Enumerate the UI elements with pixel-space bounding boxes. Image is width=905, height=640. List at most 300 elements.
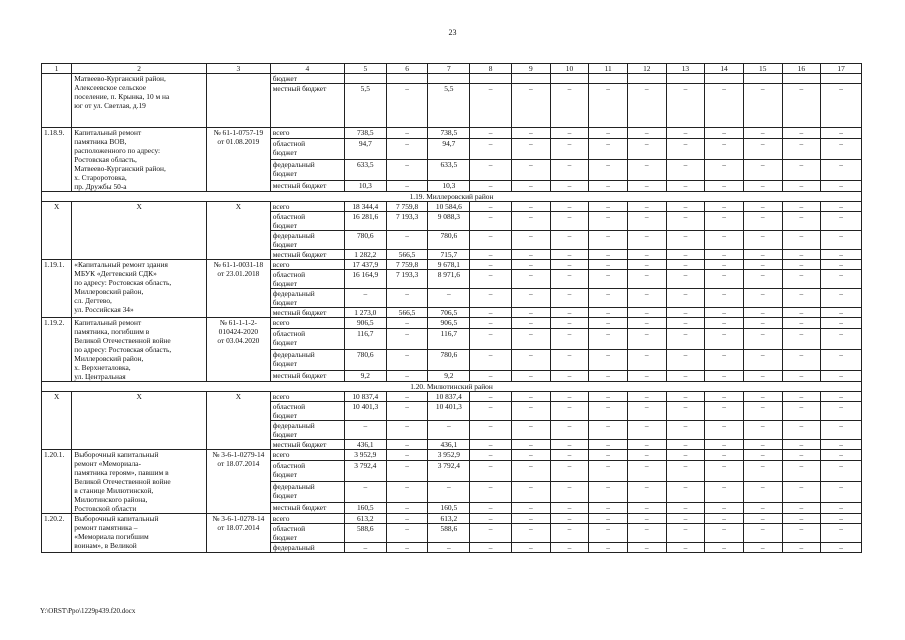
empty-dash: –	[589, 84, 628, 128]
amount-v5: 10,3	[344, 180, 386, 191]
empty-dash: –	[550, 318, 589, 329]
amount-v7: 9 678,1	[428, 260, 470, 270]
empty-dash: –	[743, 502, 782, 513]
empty-dash: –	[705, 139, 744, 160]
empty-dash: –	[512, 139, 551, 160]
budget-type-line: федеральный	[272, 481, 315, 491]
empty-cell	[550, 74, 589, 84]
document-line: № 3-6-1-0278-14	[212, 514, 265, 523]
amount-v6	[386, 74, 428, 84]
budget-type	[270, 212, 344, 231]
table-row	[42, 392, 862, 402]
empty-dash: –	[512, 461, 551, 482]
empty-dash: –	[705, 450, 744, 461]
empty-dash: –	[821, 543, 862, 553]
empty-dash: –	[666, 159, 705, 180]
empty-dash: –	[782, 402, 821, 421]
empty-dash: –	[782, 329, 821, 350]
empty-dash: –	[627, 514, 666, 524]
budget-type-line: всего	[272, 392, 290, 401]
amount-v7: 10 584,6	[428, 202, 470, 212]
empty-dash: –	[666, 329, 705, 350]
amount-v6: 7 193,3	[386, 270, 428, 289]
amount-v6: –	[386, 180, 428, 191]
empty-dash: –	[782, 128, 821, 139]
empty-dash: –	[512, 260, 551, 270]
empty-dash: –	[589, 329, 628, 350]
empty-dash: –	[743, 231, 782, 250]
budget-type	[270, 524, 344, 543]
project-name-line: Великой Отечественной войне	[74, 477, 171, 486]
empty-dash: –	[550, 202, 589, 212]
empty-dash: –	[627, 139, 666, 160]
amount-v5: 17 437,9	[344, 260, 386, 270]
table-row	[42, 202, 862, 212]
empty-dash: –	[743, 524, 782, 543]
amount-v5: 10 401,3	[344, 402, 386, 421]
empty-dash: –	[782, 308, 821, 318]
budget-type	[270, 180, 344, 191]
column-number: 10	[550, 64, 589, 74]
empty-dash: –	[705, 440, 744, 450]
empty-dash: –	[589, 202, 628, 212]
project-name-line: памятника, погибшим в	[74, 327, 150, 336]
empty-dash: –	[550, 84, 589, 128]
empty-dash: –	[627, 308, 666, 318]
empty-dash: –	[666, 543, 705, 553]
empty-dash: –	[589, 461, 628, 482]
project-name-cell	[72, 128, 207, 192]
amount-v7: 780,6	[428, 231, 470, 250]
amount-v7: 3 792,4	[428, 461, 470, 482]
budget-type-line: местный бюджет	[272, 440, 327, 449]
document-line: X	[235, 202, 242, 211]
empty-dash: –	[705, 349, 744, 370]
amount-v7: 906,5	[428, 318, 470, 329]
budget-type	[270, 421, 344, 440]
empty-dash: –	[512, 502, 551, 513]
empty-dash: –	[782, 318, 821, 329]
project-number: 1.19.2.	[42, 318, 72, 382]
empty-dash: –	[705, 502, 744, 513]
budget-type-line: бюджет	[272, 490, 297, 500]
empty-dash: –	[470, 250, 512, 260]
budget-type-line: федеральный	[272, 421, 315, 430]
budget-type-line: федеральный	[272, 159, 315, 169]
empty-dash: –	[821, 139, 862, 160]
empty-dash: –	[782, 370, 821, 381]
budget-type-line: всего	[272, 202, 290, 211]
empty-dash: –	[743, 461, 782, 482]
empty-dash: –	[470, 502, 512, 513]
amount-v7: 436,1	[428, 440, 470, 450]
empty-dash: –	[666, 461, 705, 482]
empty-dash: –	[550, 392, 589, 402]
empty-dash: –	[821, 308, 862, 318]
project-name-cell	[72, 260, 207, 318]
column-number: 13	[666, 64, 705, 74]
empty-dash: –	[705, 260, 744, 270]
project-name-cell	[72, 392, 207, 450]
empty-dash: –	[550, 128, 589, 139]
empty-dash: –	[627, 349, 666, 370]
budget-type-line: всего	[272, 514, 290, 523]
empty-dash: –	[470, 318, 512, 329]
budget-type-line: бюджет	[272, 148, 297, 158]
empty-dash: –	[550, 461, 589, 482]
empty-dash: –	[705, 84, 744, 128]
empty-dash: –	[589, 514, 628, 524]
empty-dash: –	[705, 250, 744, 260]
document-line: № 3-6-1-0279-14	[212, 450, 265, 459]
budget-type	[270, 250, 344, 260]
empty-dash: –	[743, 543, 782, 553]
budget-type-line: местный бюджет	[272, 370, 327, 380]
empty-dash: –	[782, 543, 821, 553]
budget-type	[270, 514, 344, 524]
amount-v6: –	[386, 524, 428, 543]
amount-v5: 160,5	[344, 502, 386, 513]
empty-dash: –	[782, 159, 821, 180]
amount-v6: 7 759,8	[386, 202, 428, 212]
amount-v7: 5,5	[428, 84, 470, 128]
budget-type	[270, 318, 344, 329]
empty-dash: –	[512, 308, 551, 318]
empty-dash: –	[512, 212, 551, 231]
empty-dash: –	[743, 159, 782, 180]
empty-dash: –	[470, 202, 512, 212]
project-name-line: X	[136, 392, 142, 401]
budget-type-line: бюджет	[272, 411, 297, 420]
column-number: 12	[627, 64, 666, 74]
empty-cell	[743, 74, 782, 84]
budget-type-line: бюджет	[272, 533, 297, 542]
budget-type	[270, 370, 344, 381]
empty-dash: –	[705, 159, 744, 180]
budget-type	[270, 481, 344, 502]
empty-dash: –	[470, 180, 512, 191]
empty-dash: –	[743, 421, 782, 440]
budget-type-line: местный бюджет	[272, 308, 327, 317]
amount-v5: 613,2	[344, 514, 386, 524]
amount-v6: –	[386, 318, 428, 329]
empty-dash: –	[705, 289, 744, 308]
empty-dash: –	[550, 502, 589, 513]
amount-v5: 3 792,4	[344, 461, 386, 482]
empty-dash: –	[589, 260, 628, 270]
empty-dash: –	[743, 440, 782, 450]
amount-v7: 780,6	[428, 349, 470, 370]
column-number: 3	[207, 64, 271, 74]
empty-dash: –	[512, 180, 551, 191]
empty-dash: –	[666, 370, 705, 381]
empty-dash: –	[470, 329, 512, 350]
project-name-cell	[72, 74, 207, 128]
empty-dash: –	[470, 270, 512, 289]
amount-v7: –	[428, 543, 470, 553]
amount-v6: –	[386, 84, 428, 128]
empty-dash: –	[627, 329, 666, 350]
budget-type	[270, 128, 344, 139]
project-name-line: Ростовская область,	[74, 155, 137, 164]
table-row	[42, 450, 862, 461]
amount-v7: 116,7	[428, 329, 470, 350]
empty-dash: –	[666, 421, 705, 440]
empty-dash: –	[512, 514, 551, 524]
amount-v6: –	[386, 159, 428, 180]
empty-dash: –	[782, 392, 821, 402]
project-number: X	[42, 392, 72, 450]
empty-dash: –	[705, 318, 744, 329]
amount-v5: 5,5	[344, 84, 386, 128]
project-name-cell	[72, 202, 207, 260]
budget-type-line: областной	[272, 212, 306, 221]
amount-v5: 16 281,6	[344, 212, 386, 231]
empty-dash: –	[666, 450, 705, 461]
amount-v7: 633,5	[428, 159, 470, 180]
empty-dash: –	[782, 450, 821, 461]
empty-dash: –	[782, 250, 821, 260]
header-row	[42, 64, 862, 74]
amount-v6: –	[386, 514, 428, 524]
empty-dash: –	[743, 270, 782, 289]
empty-dash: –	[470, 159, 512, 180]
empty-dash: –	[589, 159, 628, 180]
budget-type-line: областной	[272, 270, 306, 279]
column-number: 1	[42, 64, 72, 74]
empty-dash: –	[782, 139, 821, 160]
project-name-line: МБУК «Дегтевский СДК»	[74, 269, 157, 278]
empty-dash: –	[512, 250, 551, 260]
project-name-cell	[72, 450, 207, 514]
section-title: 1.19. Миллеровский район	[42, 192, 862, 202]
empty-dash: –	[550, 260, 589, 270]
amount-v7: 160,5	[428, 502, 470, 513]
empty-dash: –	[550, 514, 589, 524]
section-title: 1.20. Милютинский район	[42, 382, 862, 392]
empty-dash: –	[782, 481, 821, 502]
empty-dash: –	[589, 349, 628, 370]
empty-dash: –	[589, 289, 628, 308]
document-line: № 61-1-0757-19	[213, 128, 264, 137]
empty-dash: –	[705, 212, 744, 231]
budget-type-line: областной	[272, 402, 306, 411]
empty-dash: –	[512, 524, 551, 543]
budget-type	[270, 329, 344, 350]
empty-dash: –	[705, 524, 744, 543]
empty-dash: –	[743, 392, 782, 402]
project-name-line: памятника героям», павшим в	[74, 468, 169, 477]
empty-dash: –	[666, 231, 705, 250]
empty-cell	[705, 74, 744, 84]
empty-dash: –	[627, 440, 666, 450]
amount-v5: –	[344, 543, 386, 553]
budget-type-line: бюджет	[272, 470, 297, 480]
amount-v6: –	[386, 440, 428, 450]
project-name-line: Капитальный ремонт	[74, 128, 142, 137]
empty-dash: –	[589, 212, 628, 231]
project-name-line: ремонт «Мемориала-	[74, 459, 141, 468]
empty-dash: –	[821, 329, 862, 350]
empty-dash: –	[550, 289, 589, 308]
column-number: 11	[589, 64, 628, 74]
empty-dash: –	[705, 461, 744, 482]
empty-dash: –	[666, 289, 705, 308]
empty-dash: –	[589, 392, 628, 402]
empty-dash: –	[589, 270, 628, 289]
project-name-line: Милютинского района,	[74, 495, 148, 504]
empty-dash: –	[589, 370, 628, 381]
empty-dash: –	[705, 128, 744, 139]
empty-dash: –	[821, 128, 862, 139]
budget-type-line: бюджет	[272, 430, 297, 439]
empty-dash: –	[821, 440, 862, 450]
project-number: 1.19.1.	[42, 260, 72, 318]
empty-dash: –	[550, 139, 589, 160]
project-name-line: пр. Дружбы 50-а	[74, 182, 127, 191]
empty-dash: –	[705, 481, 744, 502]
empty-dash: –	[782, 514, 821, 524]
budget-type-line: федеральный	[272, 349, 315, 359]
amount-v5: –	[344, 289, 386, 308]
empty-dash: –	[743, 370, 782, 381]
amount-v5: 116,7	[344, 329, 386, 350]
document-line: от 18.07.2014	[217, 523, 260, 532]
empty-dash: –	[821, 392, 862, 402]
budget-type-line: бюджет	[272, 240, 297, 249]
empty-dash: –	[589, 250, 628, 260]
budget-type-line: областной	[272, 461, 306, 471]
empty-dash: –	[705, 231, 744, 250]
budget-type-line: всего	[272, 128, 290, 137]
empty-dash: –	[782, 270, 821, 289]
empty-dash: –	[470, 450, 512, 461]
amount-v5: 94,7	[344, 139, 386, 160]
empty-dash: –	[470, 440, 512, 450]
empty-dash: –	[782, 349, 821, 370]
empty-dash: –	[666, 260, 705, 270]
empty-dash: –	[821, 402, 862, 421]
column-number: 7	[428, 64, 470, 74]
budget-type-line: бюджет	[272, 358, 297, 368]
project-name-line: Ростовской области	[74, 504, 137, 513]
empty-dash: –	[782, 289, 821, 308]
project-name-cell	[72, 514, 207, 553]
empty-dash: –	[821, 461, 862, 482]
project-name-line: X	[136, 202, 142, 211]
section-title-row	[42, 382, 862, 392]
empty-dash: –	[589, 402, 628, 421]
budget-type-line: бюджет	[272, 168, 297, 178]
table-row	[42, 128, 862, 139]
empty-dash: –	[782, 502, 821, 513]
document-cell	[207, 128, 271, 192]
budget-type	[270, 440, 344, 450]
empty-dash: –	[821, 289, 862, 308]
empty-dash: –	[627, 421, 666, 440]
budget-type-line: бюджет	[272, 221, 297, 230]
document-line: от 18.07.2014	[217, 459, 260, 468]
empty-dash: –	[470, 421, 512, 440]
column-number: 4	[270, 64, 344, 74]
empty-dash: –	[589, 450, 628, 461]
empty-dash: –	[666, 128, 705, 139]
amount-v6: –	[386, 329, 428, 350]
empty-dash: –	[550, 370, 589, 381]
project-name-line: Миллеровский район,	[74, 287, 144, 296]
empty-dash: –	[743, 289, 782, 308]
column-number: 9	[512, 64, 551, 74]
empty-dash: –	[627, 180, 666, 191]
budget-type	[270, 461, 344, 482]
amount-v5: –	[344, 421, 386, 440]
empty-dash: –	[512, 202, 551, 212]
empty-dash: –	[550, 329, 589, 350]
empty-dash: –	[550, 212, 589, 231]
amount-v7: –	[428, 481, 470, 502]
project-name-line: сл. Дегтево,	[74, 296, 112, 305]
empty-dash: –	[705, 514, 744, 524]
empty-dash: –	[666, 402, 705, 421]
empty-dash: –	[821, 250, 862, 260]
budget-type	[270, 139, 344, 160]
column-number: 16	[782, 64, 821, 74]
project-name-line: Выборочный капитальный	[74, 514, 159, 523]
empty-dash: –	[589, 180, 628, 191]
empty-dash: –	[512, 370, 551, 381]
empty-dash: –	[666, 84, 705, 128]
budget-type-line: всего	[272, 260, 290, 269]
amount-v6: –	[386, 392, 428, 402]
document-line: № 61-1-1-2-	[219, 318, 257, 327]
empty-dash: –	[782, 260, 821, 270]
empty-dash: –	[470, 84, 512, 128]
budget-type	[270, 260, 344, 270]
empty-dash: –	[589, 502, 628, 513]
budget-type-line: местный бюджет	[272, 250, 327, 259]
project-name-line: «Мемориала погибшим	[74, 532, 149, 541]
amount-v5: 780,6	[344, 231, 386, 250]
empty-dash: –	[705, 402, 744, 421]
budget-type	[270, 450, 344, 461]
document-line: X	[235, 392, 242, 401]
empty-dash: –	[512, 231, 551, 250]
empty-dash: –	[782, 461, 821, 482]
empty-dash: –	[512, 318, 551, 329]
empty-cell	[666, 74, 705, 84]
budget-type	[270, 289, 344, 308]
budget-type-line: областной	[272, 524, 306, 533]
empty-dash: –	[821, 514, 862, 524]
budget-type	[270, 159, 344, 180]
empty-dash: –	[470, 370, 512, 381]
project-name-line: ул. Центральная	[74, 372, 126, 381]
column-number: 17	[821, 64, 862, 74]
table-row	[42, 260, 862, 270]
empty-dash: –	[550, 450, 589, 461]
project-name-line: в станице Милютинской,	[74, 486, 154, 495]
empty-dash: –	[627, 84, 666, 128]
empty-dash: –	[589, 543, 628, 553]
empty-dash: –	[550, 270, 589, 289]
amount-v6: –	[386, 349, 428, 370]
empty-dash: –	[627, 318, 666, 329]
empty-dash: –	[666, 318, 705, 329]
budget-type	[270, 202, 344, 212]
empty-dash: –	[666, 514, 705, 524]
amount-v6: –	[386, 289, 428, 308]
amount-v5: 9,2	[344, 370, 386, 381]
